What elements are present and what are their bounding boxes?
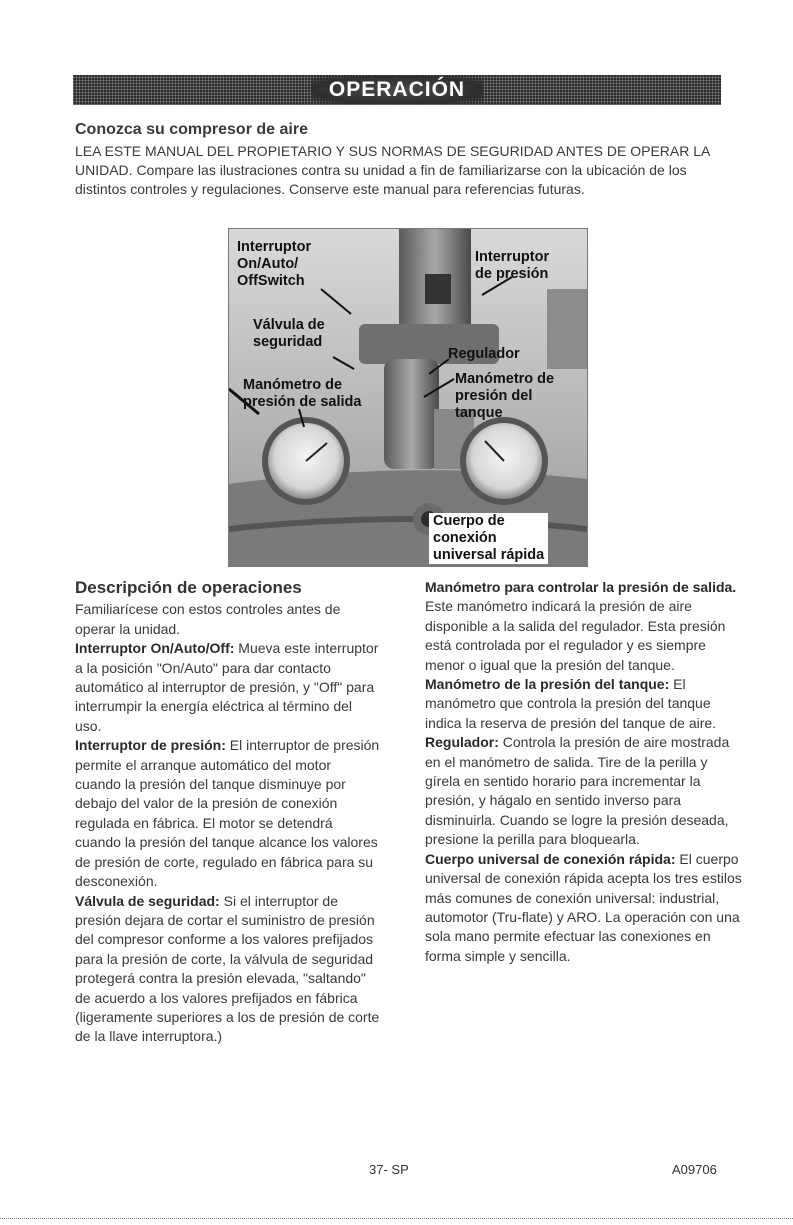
label-tank-gauge: Manómetro de presión del tanque (455, 371, 555, 421)
label-coupler: Cuerpo de conexión universal rápida (429, 513, 548, 564)
item-pressure-switch: Interruptor de presión: El interruptor de presión permite el arranque automático del motor cuando la presión del tanque disminuye por debajo del valor de la presión de conexión regulada en fábrica. El motor se detendrá cuando la presión del tanque alcance los valores de presión de corte, regulado en fábrica para su desconexión. (75, 737, 380, 890)
intro-text: LEA ESTE MANUAL DEL PROPIETARIO Y SUS NORMAS DE SEGURIDAD ANTES DE OPERAR LA UNIDAD. Compare las ilustraciones contra su unidad a fin de familiarizarse con la ubicación de los distintos controles y regulaciones. Conserve este manual para referencias futuras. (75, 143, 710, 197)
right-column (425, 578, 745, 966)
item-regulator: Regulador: Controla la presión de aire mostrada en el manómetro de salida. Tire de la perilla y gírela en sentido horario para incrementar la presión, y hágalo en sentido inverso para disminuirla. Cuando se logre la presión deseada, presione la perilla para bloquearla. (425, 734, 730, 848)
intro-heading: Conozca su compresor de aire (75, 121, 308, 138)
label-outlet-gauge: Manómetro de presión de salida (243, 377, 362, 410)
label-pressure-switch: Interruptor de presión (475, 249, 550, 282)
bottom-rule (0, 1218, 793, 1219)
label-safety-valve: Válvula de seguridad (253, 317, 325, 350)
left-column (75, 578, 380, 1047)
page-number: 37- SP (369, 1162, 409, 1177)
item-coupler: Cuerpo universal de conexión rápida: El cuerpo universal de conexión rápida acepta los tres estilos más comunes de conexión universal: industrial, automotor (Tru-flate) y ARO. La operación con una sola mano permite efectuar las conexiones en forma simple y sencilla. (425, 850, 742, 964)
item-tank-gauge: Manómetro de la presión del tanque: El manómetro que controla la presión del tanque indica la reserva de presión del tanque de aire. (425, 676, 717, 731)
section-banner (73, 75, 721, 105)
banner-title: OPERACIÓN (311, 76, 483, 104)
operations-intro: Familiarícese con estos controles antes de operar la unidad. (75, 601, 341, 637)
document-code: A09706 (672, 1162, 717, 1177)
item-outlet-gauge: Manómetro para controlar la presión de salida. Este manómetro indicará la presión de aire disponible a la salida del regulador. Esta presión está controlada por el regulador y es siempre menor o igual que la presión del tanque. (425, 579, 737, 673)
operations-heading: Descripción de operaciones (75, 578, 302, 597)
item-onoff-switch: Interruptor On/Auto/Off: Mueva este interruptor a la posición "On/Auto" para dar contacto automático al interruptor de presión, y "Off" para interrumpir la energía eléctrica al término del uso. (75, 640, 379, 734)
item-safety-valve: Válvula de seguridad: Si el interruptor de presión dejara de cortar el suministro de presión del compresor conforme a los valores prefijados para la presión de corte, la válvula de seguridad protegerá contra la presión elevada, "saltando" de acuerdo a los valores prefijados en fábrica (ligeramente superiores a los de presión de corte de la llave interruptora.) (75, 892, 380, 1045)
compressor-illustration (228, 228, 588, 567)
label-regulator: Regulador (448, 346, 520, 362)
label-onoff-switch: Interruptor On/Auto/ OffSwitch (237, 239, 312, 289)
